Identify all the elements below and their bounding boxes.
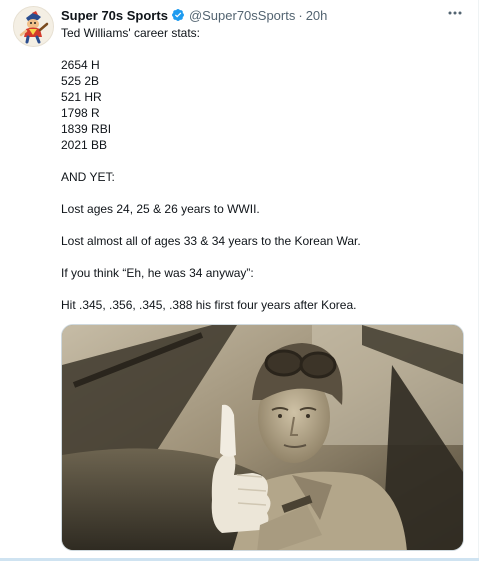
separator-dot: ·: [298, 7, 303, 23]
stat-doubles: 525 2B: [61, 74, 100, 88]
display-name[interactable]: Super 70s Sports: [61, 7, 168, 23]
more-horizontal-icon: [448, 11, 462, 15]
cartoon-mascot-avatar-icon: [14, 7, 53, 46]
tweet-header: [61, 6, 327, 24]
timestamp[interactable]: 20h: [305, 7, 328, 23]
stat-runs: 1798 R: [61, 106, 100, 120]
stat-hits: 2654 H: [61, 58, 100, 72]
tweet-text-wwii: Lost ages 24, 25 & 26 years to WWII.: [61, 202, 260, 216]
tweet-text: [61, 25, 461, 313]
handle[interactable]: @Super70sSports: [188, 7, 296, 23]
tweet-photo[interactable]: [61, 324, 464, 551]
verified-badge-icon: [171, 8, 185, 22]
tweet-text-intro: Ted Williams' career stats:: [61, 26, 200, 40]
pilot-cockpit-photo: [62, 325, 464, 551]
stat-home-runs: 521 HR: [61, 90, 102, 104]
tweet-text-if-you-think: If you think “Eh, he was 34 anyway”:: [61, 266, 254, 280]
more-button[interactable]: [446, 6, 464, 20]
stat-rbi: 1839 RBI: [61, 122, 112, 136]
avatar[interactable]: [13, 6, 54, 47]
tweet-text-and-yet: AND YET:: [61, 170, 115, 184]
stat-walks: 2021 BB: [61, 138, 108, 152]
tweet-text-korea: Lost almost all of ages 33 & 34 years to the Korean War.: [61, 234, 361, 248]
tweet-text-hit: Hit .345, .356, .345, .388 his first four years after Korea.: [61, 298, 357, 312]
